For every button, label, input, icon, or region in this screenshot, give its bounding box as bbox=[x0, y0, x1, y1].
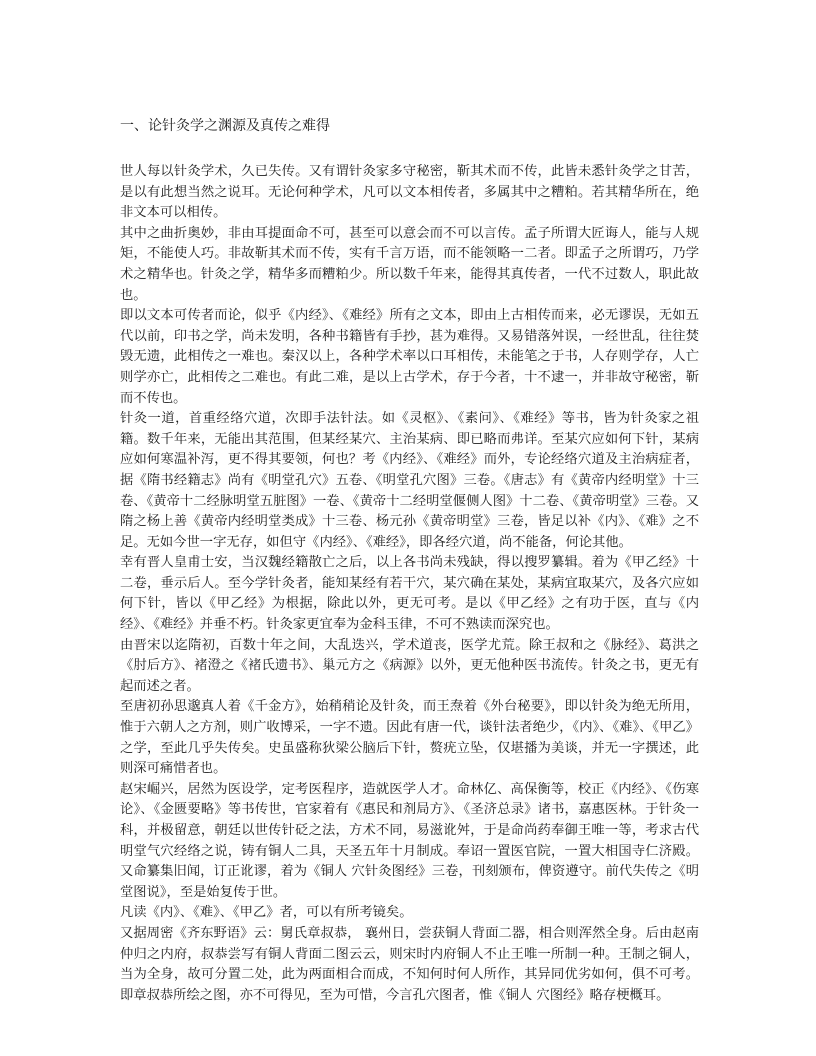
paragraph: 由晋宋以迄隋初，百数十年之间，大乱迭兴，学术道丧，医学尤荒。除王叔和之《脉经》、葛洪之《肘后方》、褚澄之《褚氏遗书》、巢元方之《病源》以外，更无他种医书流传。针灸之书，更无有起而述之者。 bbox=[120, 637, 699, 694]
paragraph: 其中之曲折奥妙，非由耳提面命不可，甚至可以意会而不可以言传。孟子所谓大匠诲人，能与人规矩，不能使人巧。非故靳其术而不传，实有千言万语，而不能领略一二者。即孟子之所谓巧，乃学术之精华也。针灸之学，精华多而糟粕少。所以数千年来，能得其真传者，一代不过数人，职此故也。 bbox=[120, 225, 699, 303]
paragraph: 针灸一道，首重经络穴道，次即手法针法。如《灵枢》、《素问》、《难经》等书，皆为针灸家之祖籍。数千年来，无能出其范围，但某经某穴、主治某病、即已略而弗详。至某穴应如何下针，某病应如何寒温补泻，更不得其要领，何也？考《内经》、《难经》而外，专论经络穴道及主治病症者，据《隋书经籍志》尚有《明堂孔穴》五卷、《明堂孔穴图》三卷。《唐志》有《黄帝内经明堂》十三卷、《黄帝十二经脉明堂五脏图》一卷、《黄帝十二经明堂偃侧人图》十二卷、《黄帝明堂》三卷。又隋之杨上善《黄帝内经明堂类成》十三卷、杨元孙《黄帝明堂》三卷，皆足以补《内》、《难》之不足。无如今世一字无存，如但守《内经》、《难经》，即各经穴道，尚不能备，何论其他。 bbox=[120, 411, 699, 550]
paragraph: 幸有晋人皇甫士安，当汉魏经籍散亡之后，以上各书尚未残缺，得以搜罗纂辑。着为《甲乙经》十二卷，垂示后人。至今学针灸者，能知某经有若干穴，某穴确在某处，某病宜取某穴，及各穴应如何下针，皆以《甲乙经》为根据，除此以外，更无可考。是以《甲乙经》之有功于医，直与《内经》、《难经》并垂不朽。针灸家更宜奉为金科玉律，不可不熟读而深究也。 bbox=[120, 555, 699, 633]
body-text bbox=[120, 162, 699, 1006]
paragraph: 即以文本可传者而论，似乎《内经》、《难经》所有之文本，即由上古相传而来，必无谬误，无如五代以前，印书之学，尚未发明，各种书籍皆有手抄，甚为难得。又易错落舛误，一经世乱，往往焚毁无遗，此相传之一难也。秦汉以上，各种学术率以口耳相传，未能笔之于书，人存则学存，人亡则学亦亡，此相传之二难也。有此二难，是以上古学术，存于今者，十不逮一，并非故守秘密，靳而不传也。 bbox=[120, 308, 699, 406]
paragraph: 凡读《内》、《难》、《甲乙》者，可以有所考镜矣。 bbox=[120, 905, 413, 921]
paragraph: 赵宋崛兴，居然为医设学，定考医程序，造就医学人才。命林亿、高保衡等，校正《内经》、《伤寒论》、《金匮要略》等书传世，官家着有《惠民和剂局方》、《圣济总录》诸书，嘉惠医林。于针灸一科，并极留意，朝廷以世传针砭之法，方术不同，易滋讹舛，于是命尚药奉御王唯一等，考求古代明堂气穴经络之说，铸有铜人二具，天圣五年十月制成。奉诏一置医官院，一置大相国寺仁济殿。又命纂集旧闻，订正讹谬，着为《铜人 穴针灸图经》三卷，刊刻颁布，俾资遵守。前代失传之《明堂图说》，至是始复传于世。 bbox=[120, 781, 699, 900]
paragraph: 又据周密《齐东野语》云：舅氏章叔恭， 襄州日，尝获铜人背面二器，相合则浑然全身。后由赵南仲归之内府，叔恭尝写有铜人背面二图云云，则宋时内府铜人不止王唯一所制一种。王制之铜人，当为全身，故可分置二处，此为两面相合而成，不知何时何人所作，其异同优劣如何，俱不可考。即章叔恭所绘之图，亦不可得见，至为可惜，今言孔穴图者，惟《铜人 穴图经》略存梗概耳。 bbox=[120, 925, 699, 1003]
paragraph: 至唐初孙思邈真人着《千金方》，始稍稍论及针灸，而王焘着《外台秘要》，即以针灸为绝无所用，惟于六朝人之方剂，则广收博采，一字不遗。因此有唐一代，谈针法者绝少，《内》、《难》、《甲乙》之学，至此几乎失传矣。史虽盛称狄梁公脑后下针，赘疣立坠，仅堪播为美谈，并无一字撰述，此则深可痛惜者也。 bbox=[120, 699, 699, 777]
section-heading: 一、论针灸学之渊源及真传之难得 bbox=[120, 118, 330, 134]
paragraph: 世人每以针灸学术，久已失传。又有谓针灸家多守秘密，靳其术而不传，此皆未悉针灸学之甘苦，是以有此想当然之说耳。无论何种学术，凡可以文本相传者，多属其中之糟粕。若其精华所在，绝非文本可以相传。 bbox=[120, 164, 699, 221]
